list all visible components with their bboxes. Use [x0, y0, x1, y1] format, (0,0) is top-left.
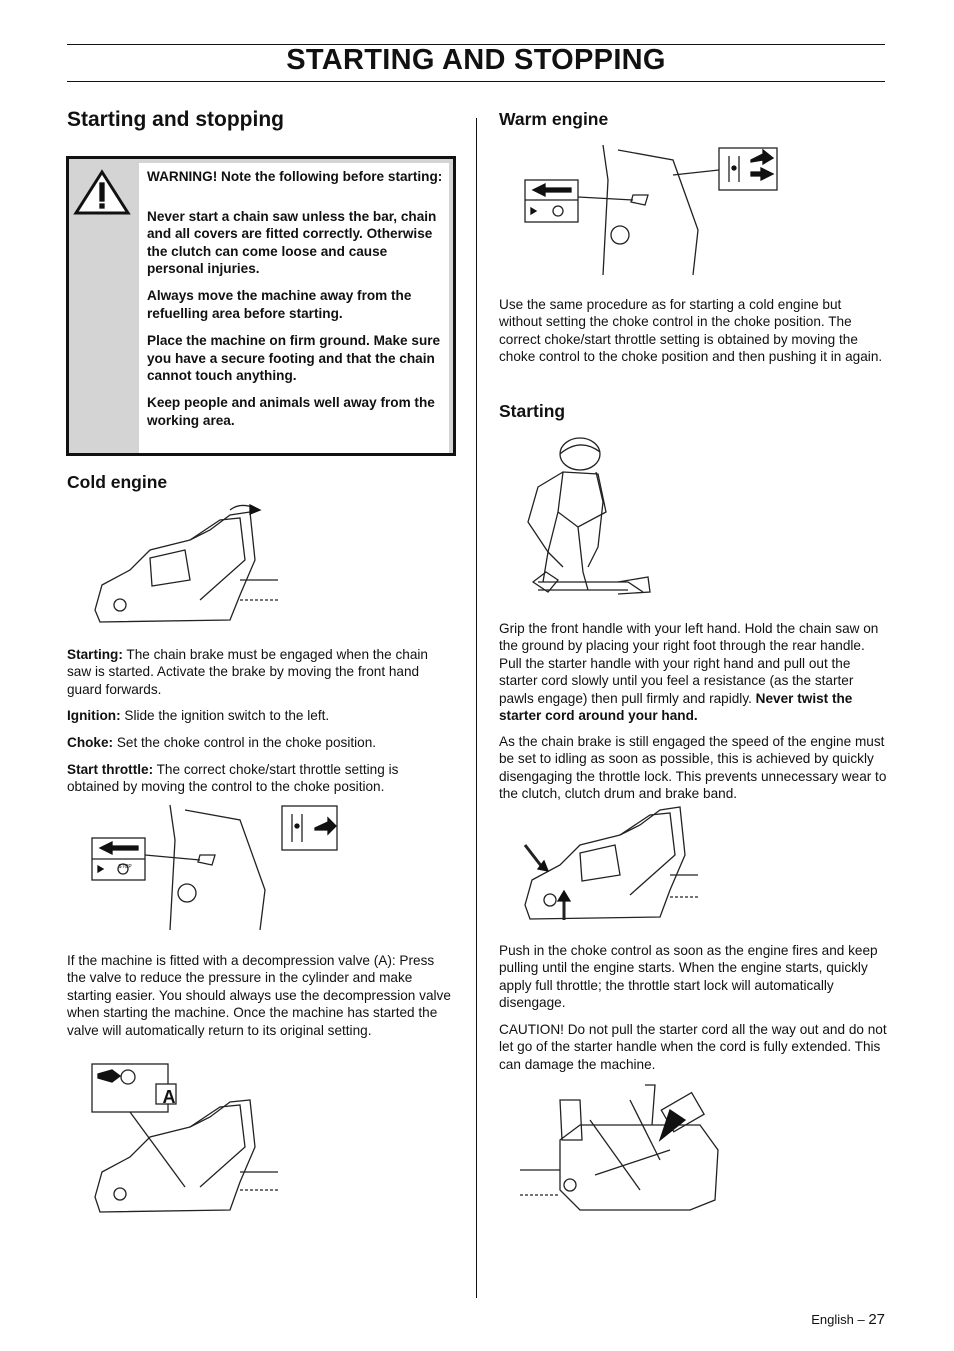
- starting-paragraph-2: As the chain brake is still engaged the speed of the engine must be set to idling as soon as possible, this is achieved by quickly disengaging the throttle lock. This prevents unnecessary wear to the clutch, clutch drum and brake band.: [499, 734, 887, 802]
- throttle-text: The correct choke/start throttle setting is obtained by moving the control to the choke position.: [67, 762, 399, 795]
- decompression-valve-illustration: [90, 1062, 280, 1217]
- choke-paragraph: [67, 734, 452, 751]
- starting-paragraph-1: [499, 620, 891, 724]
- starting-text: The chain brake must be engaged when the chain saw is started. Activate the brake by moving the front hand guard forwards.: [67, 647, 428, 697]
- warning-item: Always move the machine away from the refuelling area before starting.: [147, 288, 412, 322]
- cold-engine-title: Cold engine: [67, 472, 168, 492]
- ignition-label: Ignition:: [67, 708, 121, 723]
- stop-switch-label: STOP: [118, 864, 132, 870]
- warning-title: WARNING! Note the following before starting:: [147, 169, 443, 184]
- ignition-paragraph: [67, 707, 452, 724]
- starting-title: Starting: [499, 401, 566, 421]
- starting-paragraph-3: Push in the choke control as soon as the engine fires and keep pulling until the engine starts. When the engine starts, quickly apply full throttle; the throttle start lock will automatically disengage.: [499, 943, 878, 1011]
- section-title: Starting and stopping: [67, 108, 284, 131]
- decompression-paragraph: If the machine is fitted with a decompression valve (A): Press the valve to reduce the pressure in the cylinder and make starting easier. You should always use the decompression valve when starting the machine. Once the machine has started the valve will automatically return to its original setting.: [67, 953, 451, 1038]
- warning-triangle-icon: [74, 169, 130, 215]
- page-number: 27: [868, 1311, 885, 1328]
- caution-paragraph: CAUTION! Do not pull the starter cord all the way out and do not let go of the starter handle when the cord is fully extended. This can damage the machine.: [499, 1022, 887, 1072]
- column-divider: [476, 118, 477, 1298]
- starting-p1-warning: Never twist the starter cord around your hand.: [499, 690, 853, 724]
- page-footer: [811, 1311, 885, 1328]
- warm-engine-title: Warm engine: [499, 109, 609, 129]
- starter-cord-caution-illustration: [520, 1080, 725, 1225]
- person-starting-chainsaw-illustration: [518, 432, 653, 602]
- warning-box: [66, 156, 456, 456]
- footer-language: English: [811, 1312, 854, 1327]
- warm-choke-illustration: [523, 140, 783, 280]
- chainsaw-choke-push-illustration: [520, 805, 700, 925]
- footer-dash: –: [857, 1312, 865, 1327]
- throttle-label: Start throttle:: [67, 762, 154, 777]
- choke-text: Set the choke control in the choke position.: [113, 735, 377, 750]
- warm-engine-paragraph: Use the same procedure as for starting a cold engine but without setting the choke control in the choke position. The correct choke/start throttle setting is obtained by moving the choke control to the choke position and then pushing it in again.: [499, 297, 883, 365]
- warning-item: Place the machine on firm ground. Make sure you have a secure footing and that the chain cannot touch anything.: [147, 333, 441, 384]
- choke-label: Choke:: [67, 735, 114, 750]
- warning-item: Never start a chain saw unless the bar, chain and all covers are fitted correctly. Otherwise the clutch can come loose and cause personal injuries.: [147, 208, 437, 277]
- starting-p1-text: Grip the front handle with your left hand. Hold the chain saw on the ground by placing your right foot through the rear handle. Pull the starter handle with your right hand and pull out the starter cord slowly until you feel a resistance (as the starter pawls engage) then pull firmly and rapidly.: [499, 621, 879, 706]
- starting-label: Starting:: [67, 647, 123, 662]
- chainsaw-brake-illustration: [90, 500, 280, 630]
- cold-starting-paragraph: [67, 646, 452, 698]
- header-bottom-rule: [67, 81, 885, 82]
- throttle-paragraph: [67, 761, 452, 796]
- page-title: STARTING AND STOPPING: [286, 44, 666, 76]
- warning-item: Keep people and animals well away from the working area.: [147, 395, 435, 429]
- ignition-text: Slide the ignition switch to the left.: [120, 708, 330, 723]
- callout-a-label: A: [162, 1087, 176, 1107]
